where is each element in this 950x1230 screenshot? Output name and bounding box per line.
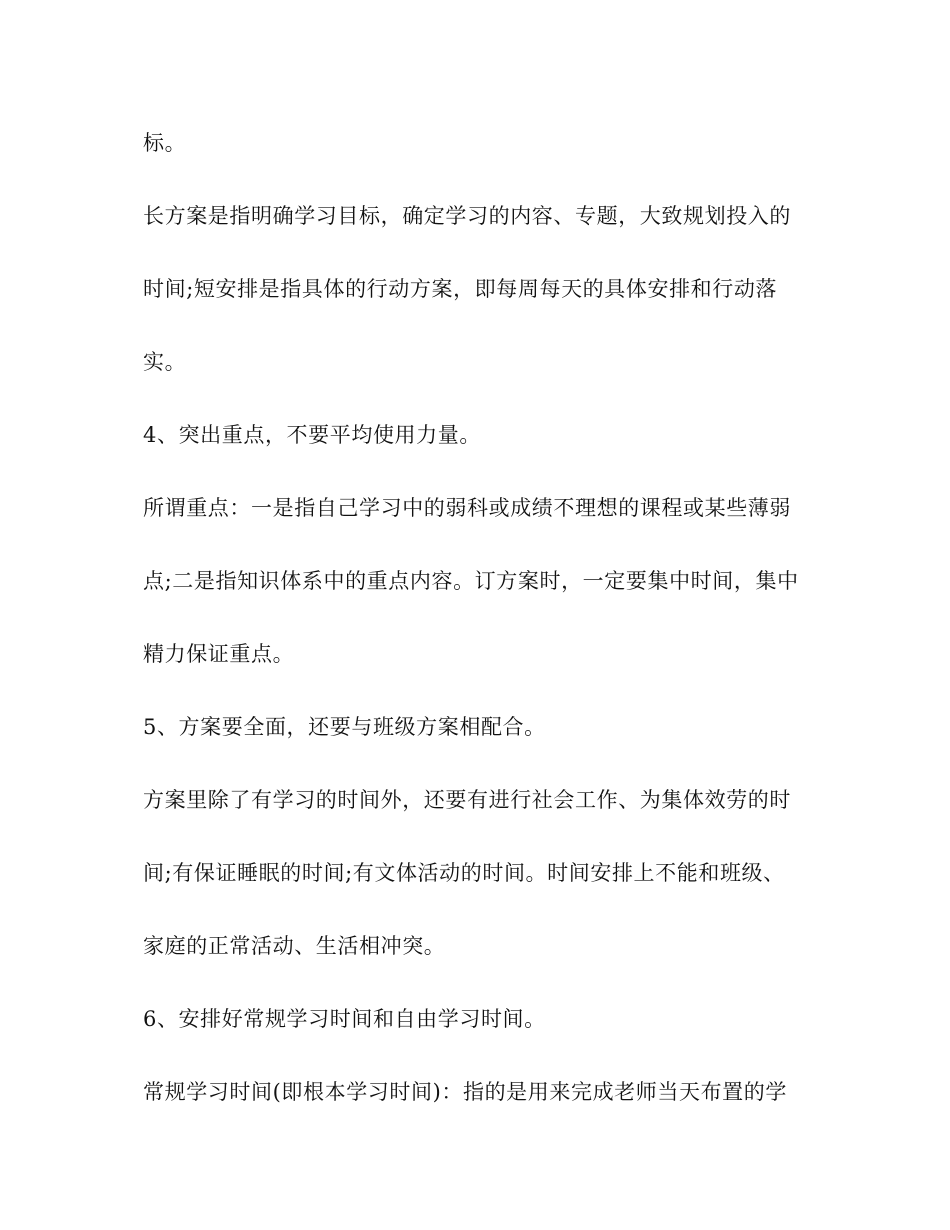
text-line-4: 实。 bbox=[143, 350, 187, 374]
text-line-12: 家庭的正常活动、生活相冲突。 bbox=[143, 934, 446, 958]
text-line-8: 精力保证重点。 bbox=[143, 642, 295, 666]
text-line-2: 长方案是指明确学习目标，确定学习的内容、专题，大致规划投入的 bbox=[143, 204, 791, 228]
text-line-1: 标。 bbox=[143, 131, 187, 155]
text-line-11: 间;有保证睡眠的时间;有文体活动的时间。时间安排上不能和班级、 bbox=[143, 861, 785, 885]
section-heading-5: 5、方案要全面，还要与班级方案相配合。 bbox=[143, 715, 546, 739]
text-line-14: 常规学习时间(即根本学习时间)：指的是用来完成老师当天布置的学 bbox=[143, 1080, 787, 1104]
text-line-7: 点;二是指知识体系中的重点内容。订方案时，一定要集中时间，集中 bbox=[143, 569, 799, 593]
text-line-10: 方案里除了有学习的时间外，还要有进行社会工作、为集体效劳的时 bbox=[143, 788, 791, 812]
section-heading-6: 6、安排好常规学习时间和自由学习时间。 bbox=[143, 1007, 546, 1031]
text-line-3: 时间;短安排是指具体的行动方案，即每周每天的具体安排和行动落 bbox=[143, 277, 778, 301]
section-heading-4: 4、突出重点，不要平均使用力量。 bbox=[143, 423, 481, 447]
text-line-6: 所谓重点：一是指自己学习中的弱科或成绩不理想的课程或某些薄弱 bbox=[143, 496, 791, 520]
